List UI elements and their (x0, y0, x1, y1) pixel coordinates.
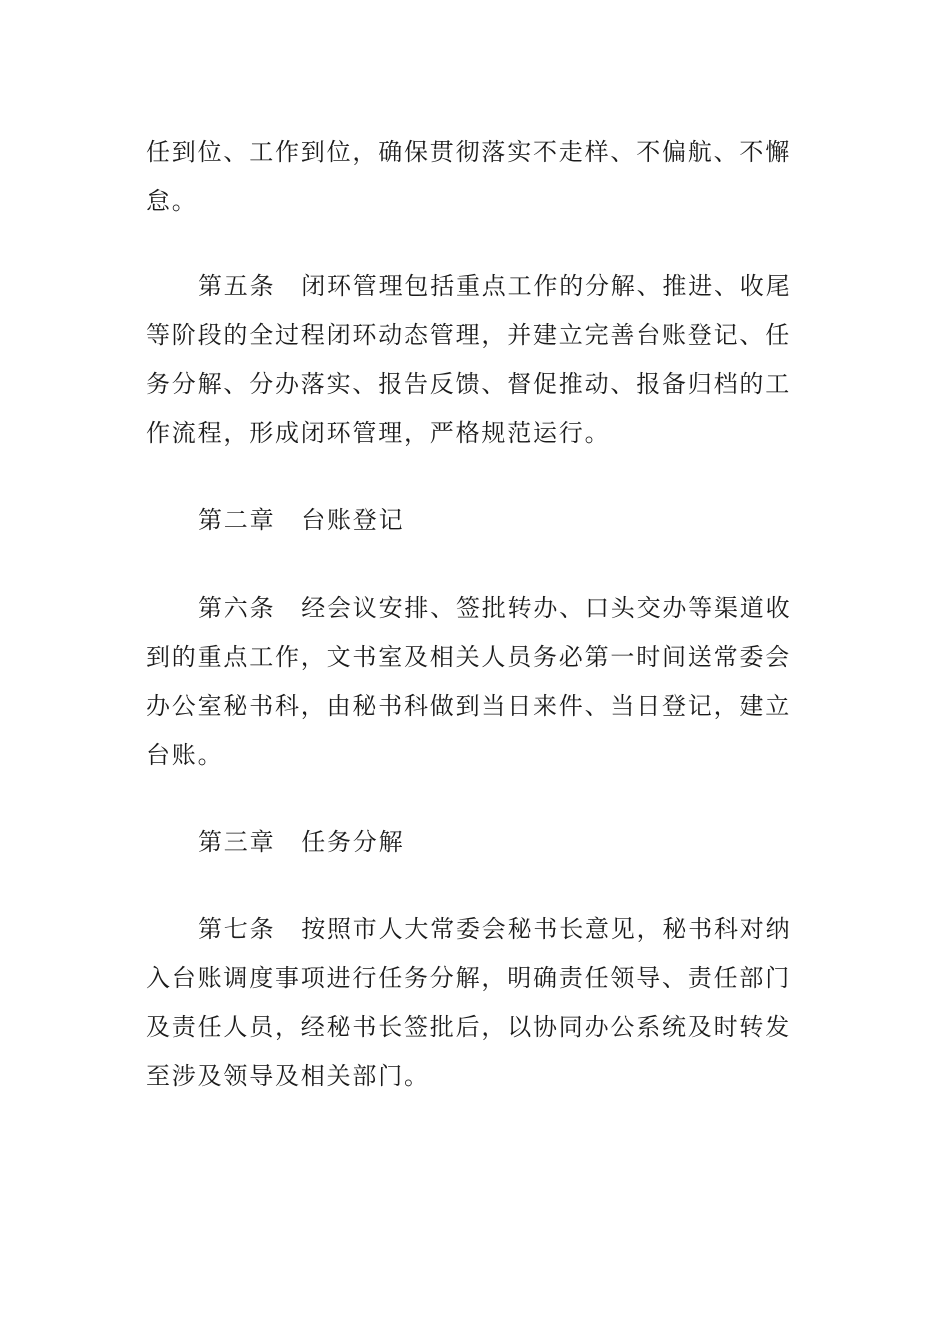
article-6-line: 到的重点工作，文书室及相关人员务必第一时间送常委会 (146, 643, 791, 671)
article-5-line: 作流程，形成闭环管理，严格规范运行。 (146, 419, 611, 447)
article-5-line: 等阶段的全过程闭环动态管理，并建立完善台账登记、任 (146, 321, 791, 349)
article-7-line: 及责任人员，经秘书长签批后，以协同办公系统及时转发 (146, 1013, 791, 1041)
article-7-line: 入台账调度事项进行任务分解，明确责任领导、责任部门 (146, 964, 791, 992)
article-7-line: 至涉及领导及相关部门。 (146, 1062, 430, 1090)
paragraph-line: 任到位、工作到位，确保贯彻落实不走样、不偏航、不懈 (146, 138, 791, 166)
article-5-line: 第五条 闭环管理包括重点工作的分解、推进、收尾 (198, 272, 792, 300)
article-5-line: 务分解、分办落实、报告反馈、督促推动、报备归档的工 (146, 370, 791, 398)
article-6-line: 台账。 (146, 741, 224, 769)
article-6-line: 办公室秘书科，由秘书科做到当日来件、当日登记，建立 (146, 692, 791, 720)
article-6-line: 第六条 经会议安排、签批转办、口头交办等渠道收 (198, 594, 792, 622)
chapter-2-heading: 第二章 台账登记 (198, 506, 405, 534)
paragraph-line: 怠。 (146, 187, 198, 215)
chapter-3-heading: 第三章 任务分解 (198, 828, 405, 856)
article-7-line: 第七条 按照市人大常委会秘书长意见，秘书科对纳 (198, 915, 792, 943)
